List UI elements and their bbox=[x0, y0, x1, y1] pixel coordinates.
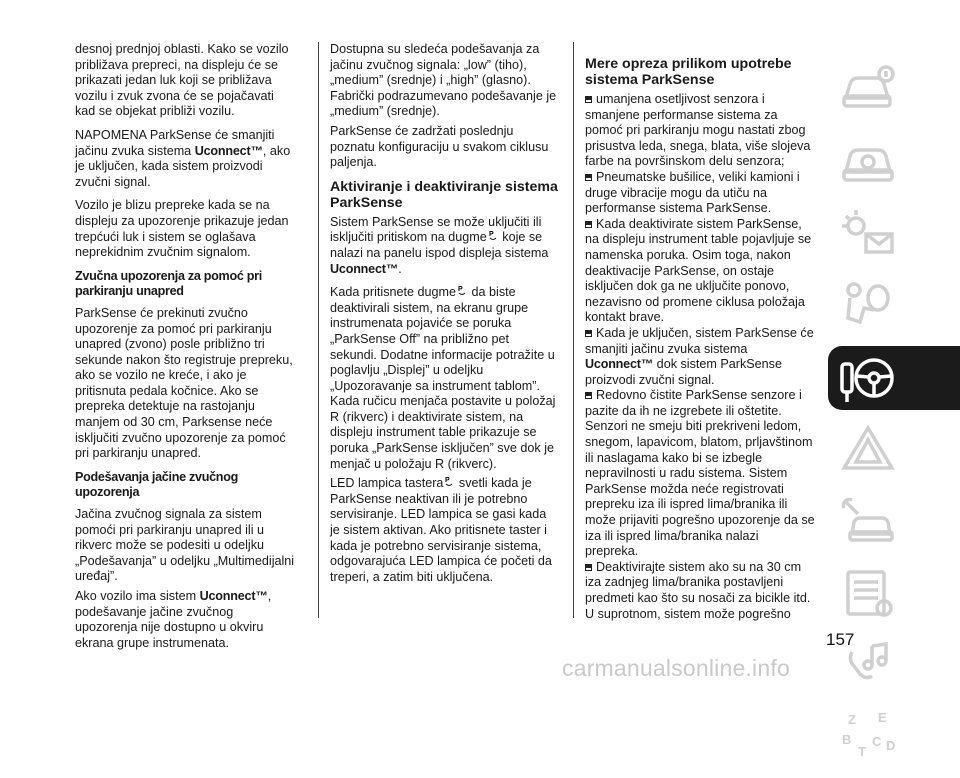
chapter-tab-emergency[interactable] bbox=[828, 418, 960, 482]
chapter-tab-index[interactable] bbox=[828, 706, 960, 770]
text-run: , podešavanje jačine zvučnog upozorenja nije dostupno u okviru ekrana grupe instrumenata. bbox=[75, 589, 272, 650]
list-item bbox=[585, 388, 815, 560]
paragraph bbox=[330, 285, 558, 472]
text-column-right bbox=[585, 42, 815, 622]
parksense-button-icon bbox=[445, 476, 453, 486]
svg-text:E: E bbox=[878, 710, 887, 725]
chapter-tab-servicing[interactable] bbox=[828, 490, 960, 554]
watermark: carmanualsonline.info bbox=[562, 655, 790, 681]
text-run: da biste deaktivirali sistem, na ekranu grupe instrumenata pojaviće se poruka „ParkSense Off” na približno pet sekundi. Dodatne informacije potražite u poglavlju „Displej” u odeljku „Upozoravanje sa instrument tablom”. Kada ručicu menjača postavite u položaj R (rikverc) i deaktivirate sistem, na displeju instrument table prikazuje se poruka „ParkSense isključen” sve dok je menjač u položaju R (rikverc). bbox=[330, 285, 556, 471]
text-run: , ako je uključen, kada sistem proizvodi zvučni signal. bbox=[75, 143, 291, 189]
paragraph bbox=[330, 215, 558, 277]
list-item bbox=[585, 92, 815, 170]
column-divider bbox=[573, 42, 574, 618]
paragraph: Jačina zvučnog signala za sistem pomoći pri parkiranju unapred ili u rikverc može se podesiti u odeljku „Podešavanja” u odeljku „Multimedijalni uređaj”. bbox=[75, 507, 295, 584]
list-item-text: Deaktivirajte sistem ako su na 30 cm iza zadnjeg lima/branika postavljeni predmeti kao što su nosači za bicikle itd. U suprotnom, sistem može pogrešno bbox=[585, 559, 811, 621]
chapter-tab-sidebar bbox=[828, 58, 960, 778]
list-item-text: Redovno čistite ParkSense senzore i pazite da ih ne izgrebete ili oštetite. Senzori ne smeju biti prekriveni ledom, snegom, lapavicom, blatom, prljavštinom ili naslagama kako bi se izbegle nepravilnosti u radu sistema. Sistem ParkSense možda neće registrovati prepreku iza ili ispred lima/branika ili može prijaviti pogrešno upozorenje da se iza ili ispred lima/branika nalazi prepreka. bbox=[585, 388, 815, 559]
paragraph: ParkSense će zadržati poslednju poznatu konfiguraciju u svakom ciklusu paljenja. bbox=[330, 123, 549, 170]
list-item-text: Kada je uključen, sistem ParkSense će smanjiti jačinu zvuka sistema bbox=[585, 325, 814, 356]
car-bullet-icon bbox=[585, 330, 592, 337]
chapter-tab-car-info[interactable] bbox=[828, 58, 960, 122]
paragraph: desnoj prednjoj oblasti. Kako se vozilo približava prepreci, na displeju će se prikazati jedan luk koji se približava vozilu i zvuk zvona će se pojačavati kad se objekat približi vozilu. bbox=[75, 42, 289, 119]
parksense-button-icon bbox=[489, 230, 497, 240]
paragraph: ParkSense će prekinuti zvučno upozorenje za pomoć pri parkiranju unapred (zvono) posle približno tri sekunde nakon što registruje prepreku, ako se vozilo ne kreće, i ako je pritisnuta pedala kočnice. Ako se prepreka detektuje na rastojanju manjem od 30 cm, Parksense neće isključiti zvučno upozorenje za pomoć pri parkiranju unapred. bbox=[75, 305, 293, 461]
uconnect-brand: Uconnect™ bbox=[585, 357, 654, 372]
paragraph bbox=[75, 128, 295, 190]
steering-key-icon bbox=[838, 350, 898, 408]
svg-text:T: T bbox=[858, 744, 866, 759]
text-column-middle bbox=[330, 42, 558, 593]
chapter-tab-safety[interactable] bbox=[828, 274, 960, 338]
paragraph bbox=[75, 589, 295, 651]
list-item-text: dok sistem ParkSense proizvodi zvučni signal. bbox=[585, 357, 782, 387]
text-run: LED lampica tastera bbox=[330, 476, 444, 491]
car-bullet-icon bbox=[585, 96, 592, 103]
text-run: Kada pritisnete dugme bbox=[330, 285, 457, 300]
index-letters-icon bbox=[838, 710, 898, 764]
chapter-tab-specs[interactable] bbox=[828, 562, 960, 626]
text-run: koje se nalazi na panelu ispod displeja sistema bbox=[330, 230, 549, 260]
wrench-car-icon bbox=[838, 494, 898, 548]
list-item-text: Kada deaktivirate sistem ParkSense, na displeju instrument table pojavljuje se namenska poruka. Osim toga, nakon deaktivacije ParkSense, on ostaje isključen dok ga ne uključite ponovo, nezavisno od promene ciklusa položaja kontakt brave. bbox=[585, 216, 812, 325]
list-item-text: umanjena osetljivost senzora i smanjene performanse sistema za pomoć pri parkiranju mogu nastati zbog prisustva leda, snega, blata, više slojeva farbe na površinskom delu senzora; bbox=[585, 92, 811, 169]
text-run: . bbox=[398, 261, 402, 276]
car-bullet-icon bbox=[585, 221, 592, 228]
chapter-tab-starting-driving[interactable] bbox=[828, 346, 960, 410]
subheading: Podešavanja jačine zvučnog upozorenja bbox=[75, 469, 238, 500]
svg-text:D: D bbox=[886, 738, 896, 753]
svg-text:Z: Z bbox=[848, 712, 856, 727]
list-item-text: Pneumatske bušilice, veliki kamioni i druge vibracije mogu da utiču na performanse sistema ParkSense. bbox=[585, 169, 800, 216]
text-run: Sistem ParkSense se može uključiti ili isključiti pritiskom na dugme bbox=[330, 214, 542, 245]
list-item bbox=[585, 170, 815, 217]
text-run: NAPOMENA ParkSense će smanjiti jačinu zvuka sistema bbox=[75, 127, 275, 158]
car-dashboard-icon bbox=[838, 134, 898, 188]
svg-text:B: B bbox=[842, 732, 852, 747]
chapter-tab-lights-messages[interactable] bbox=[828, 202, 960, 266]
subheading: Zvučna upozorenja za pomoć pri parkiranju unapred bbox=[75, 268, 262, 299]
section-heading: Aktiviranje i deaktiviranje sistema ParkSense bbox=[330, 178, 558, 211]
svg-text:C: C bbox=[872, 734, 882, 749]
svg-text:P: P bbox=[458, 286, 463, 294]
paragraph: Dostupna su sledeća podešavanja za jačinu zvučnog signala: „low” (tiho), „medium” (srednje) i „high” (glasno). Fabrički podrazumevano podešavanje je „medium” (srednje). bbox=[330, 42, 557, 119]
uconnect-brand: Uconnect™ bbox=[194, 143, 263, 158]
car-info-icon bbox=[838, 62, 898, 116]
car-bullet-icon bbox=[585, 564, 592, 571]
text-column-left bbox=[75, 42, 295, 659]
airbag-icon bbox=[838, 278, 898, 332]
uconnect-brand: Uconnect™ bbox=[199, 589, 268, 603]
paragraph bbox=[330, 476, 558, 585]
list-item bbox=[585, 560, 815, 622]
text-run: svetli kada je ParkSense neaktivan ili je potrebno servisiranje. LED lampica se gasi kada je sistem aktivan. Ako pritisnete taster i kada je potrebno servisiranje sistema, odgovarajuća LED lampica će početi da treperi, a zatim biti uključena. bbox=[330, 476, 552, 584]
svg-text:P: P bbox=[445, 477, 451, 485]
warning-triangle-icon bbox=[838, 422, 898, 476]
text-run: Ako vozilo ima sistem bbox=[75, 589, 200, 603]
car-bullet-icon bbox=[585, 174, 592, 181]
page-number: 157 bbox=[826, 630, 855, 649]
uconnect-brand: Uconnect™ bbox=[330, 261, 399, 276]
car-bullet-icon bbox=[585, 392, 592, 399]
specs-list-icon bbox=[838, 566, 898, 620]
column-divider bbox=[318, 42, 319, 618]
lights-message-icon bbox=[838, 206, 898, 260]
parksense-button-icon bbox=[458, 285, 466, 295]
paragraph: Vozilo je blizu prepreke kada se na displeju za upozorenje prikazuje jedan trepćući luk i sistem se oglašava neprekidnim zvučnim signalom. bbox=[75, 198, 289, 260]
svg-text:P: P bbox=[488, 231, 494, 239]
list-item bbox=[585, 326, 815, 388]
list-item bbox=[585, 217, 815, 326]
section-heading: Mere opreza prilikom upotrebe sistema ParkSense bbox=[585, 56, 792, 88]
chapter-tab-dashboard[interactable] bbox=[828, 130, 960, 194]
